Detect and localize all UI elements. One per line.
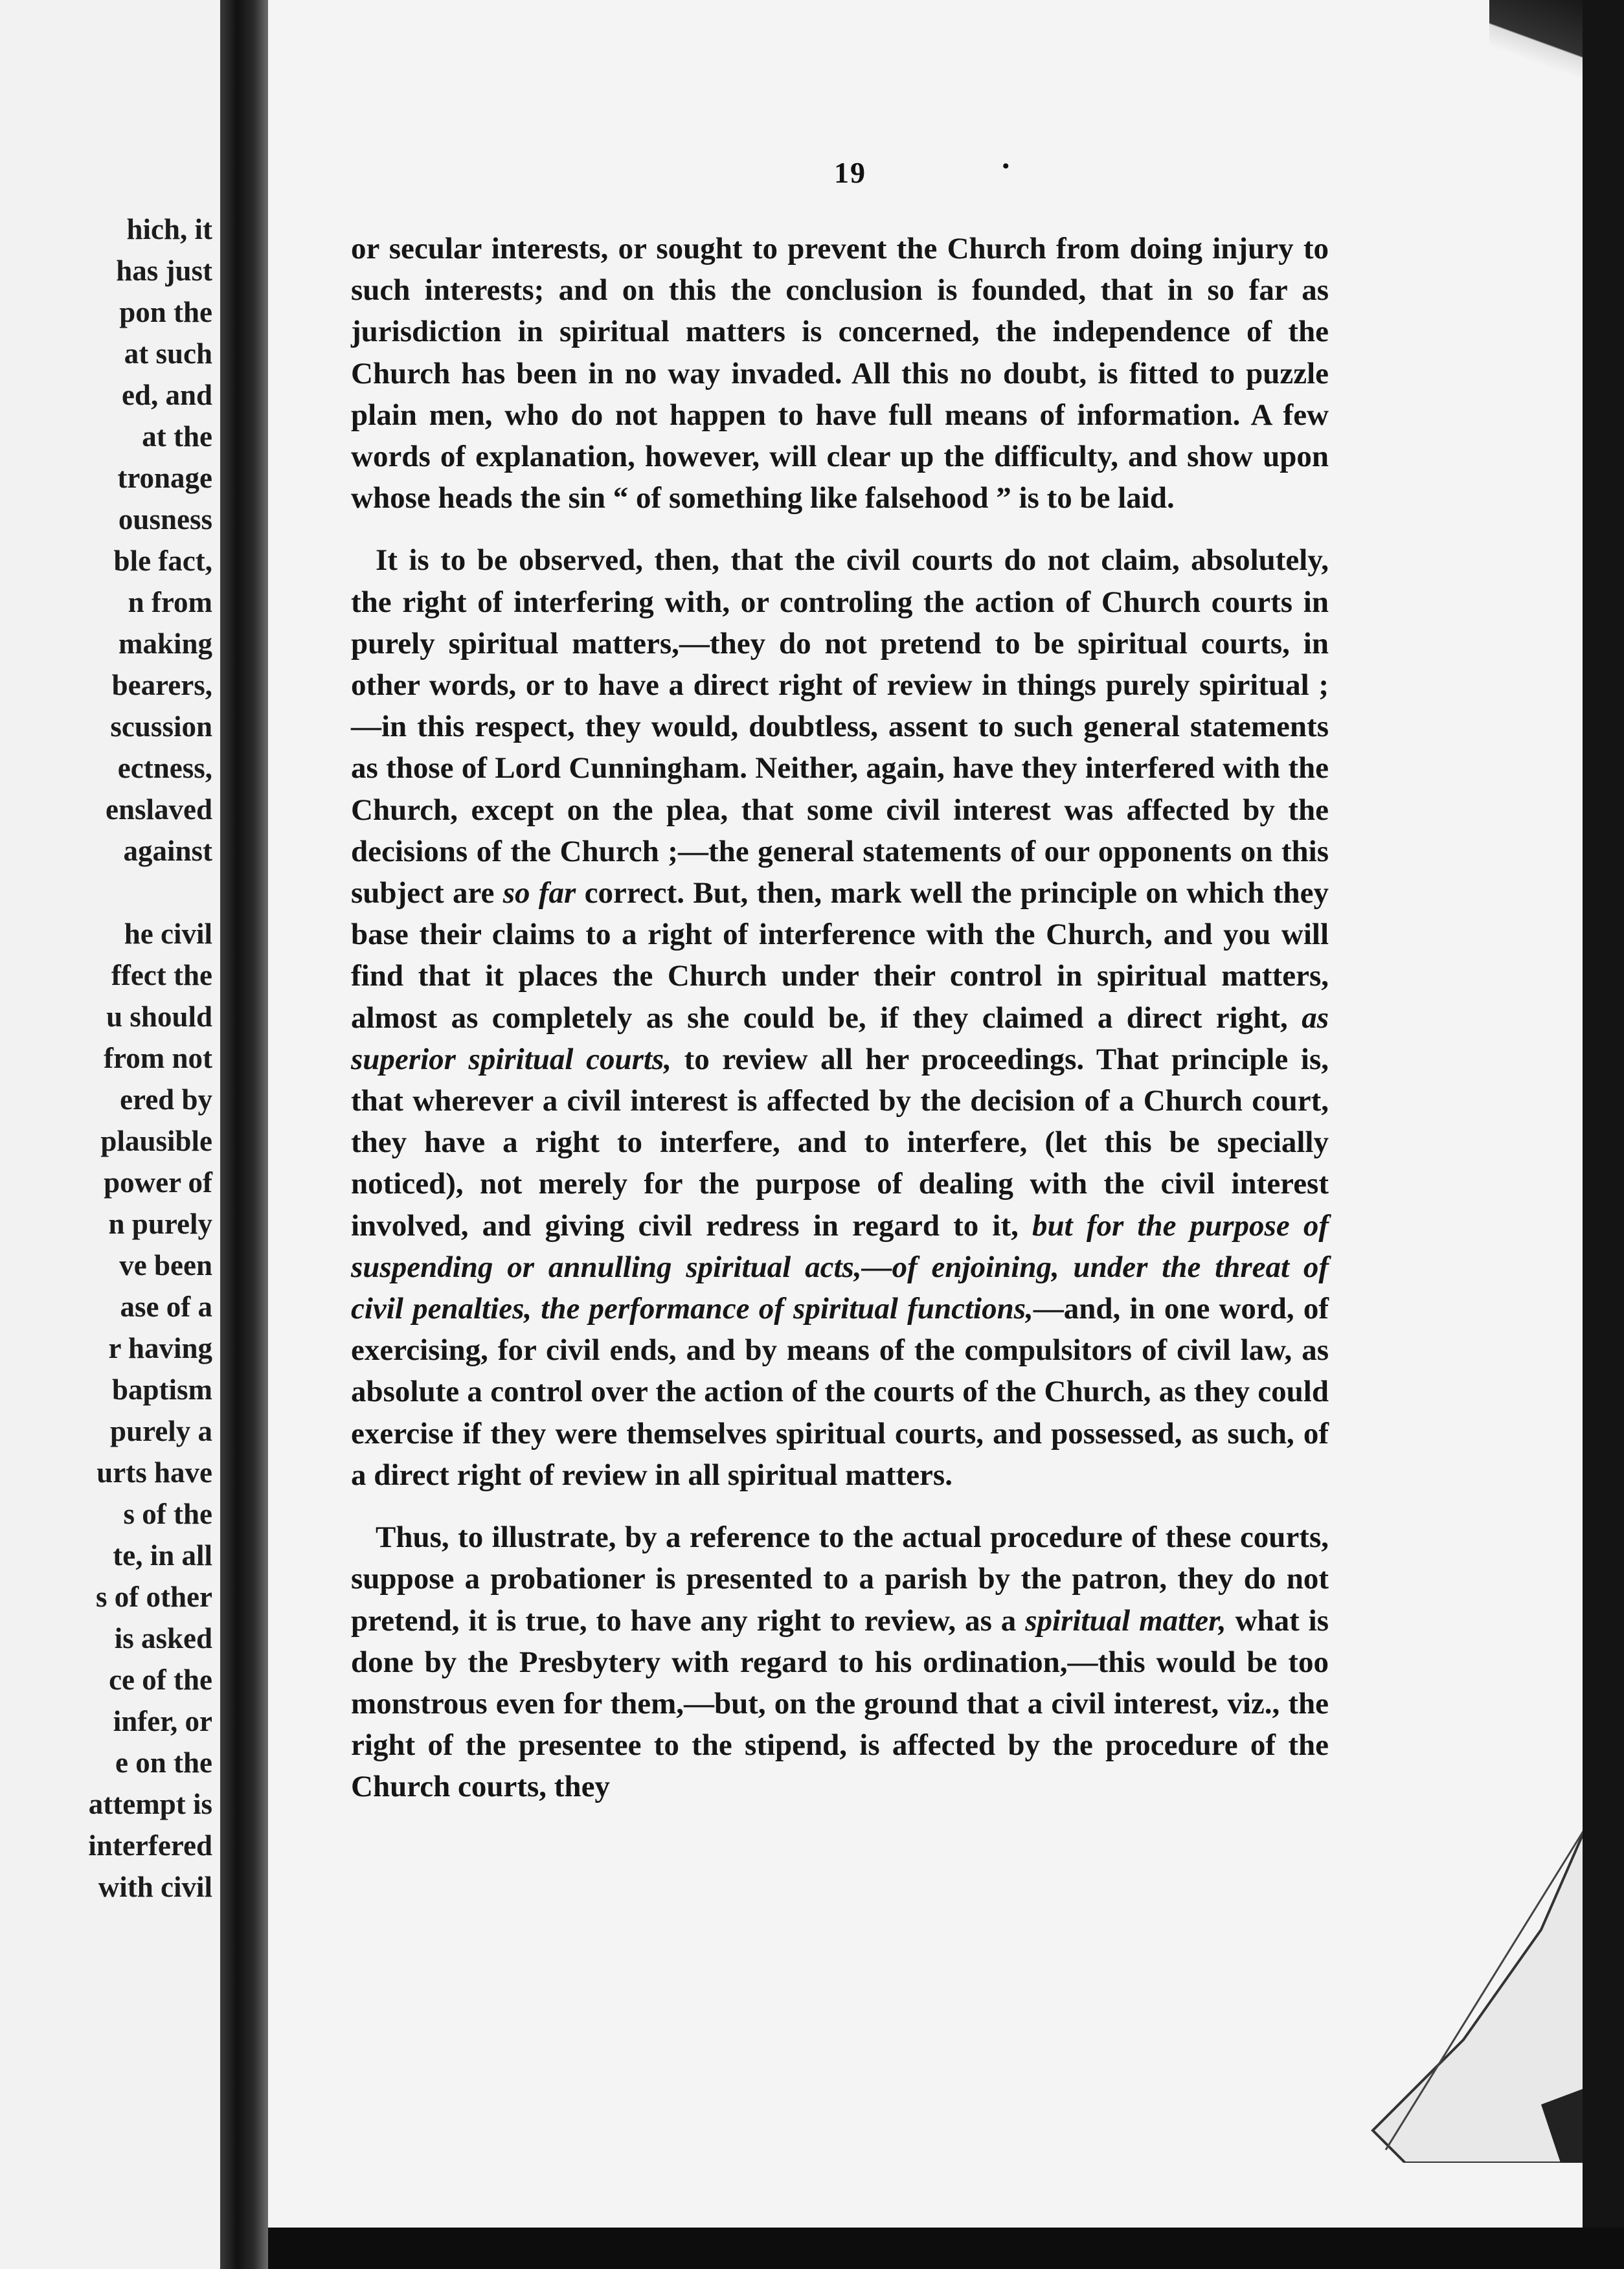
previous-page-line: ousness	[118, 503, 212, 536]
book-binding-gutter	[220, 0, 268, 2269]
previous-page-line: power of	[104, 1166, 212, 1199]
paragraph-3	[351, 1517, 1329, 1807]
paragraph-3-text-b: what is done by the Presbytery with regard to his ordination,—this would be too monstrous even for them,—but, on the ground that a civil interest, viz., the right of the presentee to the stipend, is affected by the procedure of the Church courts, they	[351, 1603, 1329, 1804]
previous-page-line: ble fact,	[113, 545, 212, 577]
paragraph-2	[351, 539, 1329, 1496]
paragraph-3-emphasis-a: spiritual matter,	[1025, 1603, 1226, 1638]
previous-page-line: ffect the	[111, 959, 212, 991]
paragraph-2-emphasis-a: so far	[502, 876, 576, 910]
previous-page-line: tronage	[117, 462, 212, 494]
previous-page-line: he civil	[124, 918, 212, 950]
previous-page-line: e on the	[115, 1746, 212, 1779]
previous-page-line: n from	[128, 586, 212, 618]
page-number: 19	[834, 156, 866, 189]
previous-page-line: hich, it	[126, 213, 212, 245]
previous-page-line: s of the	[123, 1498, 212, 1530]
previous-page-line: s of other	[96, 1581, 212, 1613]
paragraph-1: or secular interests, or sought to prevent the Church from doing injury to such interests; and on this the conclusion is founded, that in so far as jurisdiction in spiritual matters is concerned, the independence of the Church has been in no way invaded. All this no doubt, is fitted to puzzle plain men, who do not happen to have full means of information. A few words of explanation, however, will clear up the difficulty, and show upon whose heads the sin “ of something like falsehood ” is to be laid.	[351, 232, 1329, 515]
previous-page-line: baptism	[111, 1373, 212, 1406]
previous-page-line: u should	[106, 1000, 212, 1033]
previous-page-line: urts have	[96, 1456, 212, 1489]
scan-border-bottom	[268, 2228, 1624, 2269]
previous-page-line: attempt is	[88, 1788, 212, 1820]
previous-page-line: interfered	[88, 1829, 212, 1862]
previous-page-line: plausible	[100, 1125, 212, 1157]
previous-page-line: against	[123, 835, 212, 867]
previous-page-line: has just	[116, 254, 212, 287]
previous-page-line: is asked	[114, 1622, 212, 1654]
stray-mark: •	[1002, 155, 1009, 177]
previous-page-text-fragments	[88, 209, 212, 1908]
previous-page-line: pon the	[119, 296, 212, 328]
previous-page-line: infer, or	[113, 1705, 212, 1737]
previous-page-line: at the	[142, 420, 212, 453]
previous-page-line: ase of a	[120, 1291, 212, 1323]
previous-page-line: r having	[108, 1332, 212, 1364]
previous-page-line: ered by	[120, 1083, 212, 1116]
previous-page-line: enslaved	[105, 793, 212, 826]
previous-page-line: ectness,	[117, 752, 212, 784]
previous-page-line	[88, 872, 212, 913]
scan-border-right	[1583, 0, 1624, 2269]
folded-corner-bottom	[1347, 1826, 1593, 2163]
paragraph-2-emphasis-c: but for the purpose of suspending or annulling spiritual acts,—of enjoining, under the threat of civil penalties, the performance of spiritual functions,	[351, 1208, 1329, 1326]
previous-page-line: ce of the	[109, 1664, 212, 1696]
previous-page-line: making	[118, 627, 212, 660]
paragraph-2-text-d: —and, in one word, of exercising, for civil ends, and by means of the compulsitors of civil law, as absolute a control over the action of the courts of the Church, as they could exercise if they were themselves spiritual courts, and possessed, as such, of a direct right of review in all spiritual matters.	[351, 1292, 1329, 1492]
paragraph-2-emphasis-b: as superior spiritual courts,	[351, 1000, 1329, 1076]
previous-page-line: from not	[104, 1042, 212, 1074]
previous-page-line: ve been	[119, 1249, 212, 1281]
previous-page-line: te, in all	[113, 1539, 212, 1572]
previous-page-line: n purely	[108, 1208, 212, 1240]
previous-page-line: with civil	[98, 1871, 212, 1903]
paragraph-3-text-a: Thus, to illustrate, by a reference to the actual procedure of these courts, suppose a probationer is presented to a parish by the patron, they do not pretend, it is true, to have any right to review, as a	[351, 1520, 1329, 1638]
previous-page-edge	[0, 0, 220, 2269]
previous-page-line: at such	[124, 337, 212, 370]
paragraph-2-text-b: correct. But, then, mark well the principle on which they base their claims to a right of interference with the Church, and you will find that it places the Church under their control in spiritual matters, almost as completely as she could be, if they claimed a direct right,	[351, 876, 1329, 1035]
previous-page-line: bearers,	[111, 669, 212, 701]
previous-page-line: purely a	[110, 1415, 212, 1447]
previous-page-line: scussion	[110, 710, 212, 743]
paragraph-2-text-a: It is to be observed, then, that the civil courts do not claim, absolutely, the right of interfering with, or controling the action of Church courts in purely spiritual matters,—they do not pretend to be spiritual courts, in other words, or to have a direct right of review in things purely spiritual ;—in this respect, they would, doubtless, assent to such general statements as those of Lord Cunningham. Neither, again, have they interfered with the Church, except on the plea, that some civil interest was affected by the decisions of the Church ;—the general statements of our opponents on this subject are	[351, 543, 1329, 910]
previous-page-line: ed, and	[121, 379, 212, 411]
paragraph-2-text-c: to review all her proceedings. That principle is, that wherever a civil interest is affected by the decision of a Church court, they have a right to interfere, and to interfere, (let this be specially noticed), not merely for the purpose of dealing with the civil interest involved, and giving civil redress in regard to it,	[351, 1042, 1329, 1243]
page-body-text	[351, 228, 1329, 1829]
